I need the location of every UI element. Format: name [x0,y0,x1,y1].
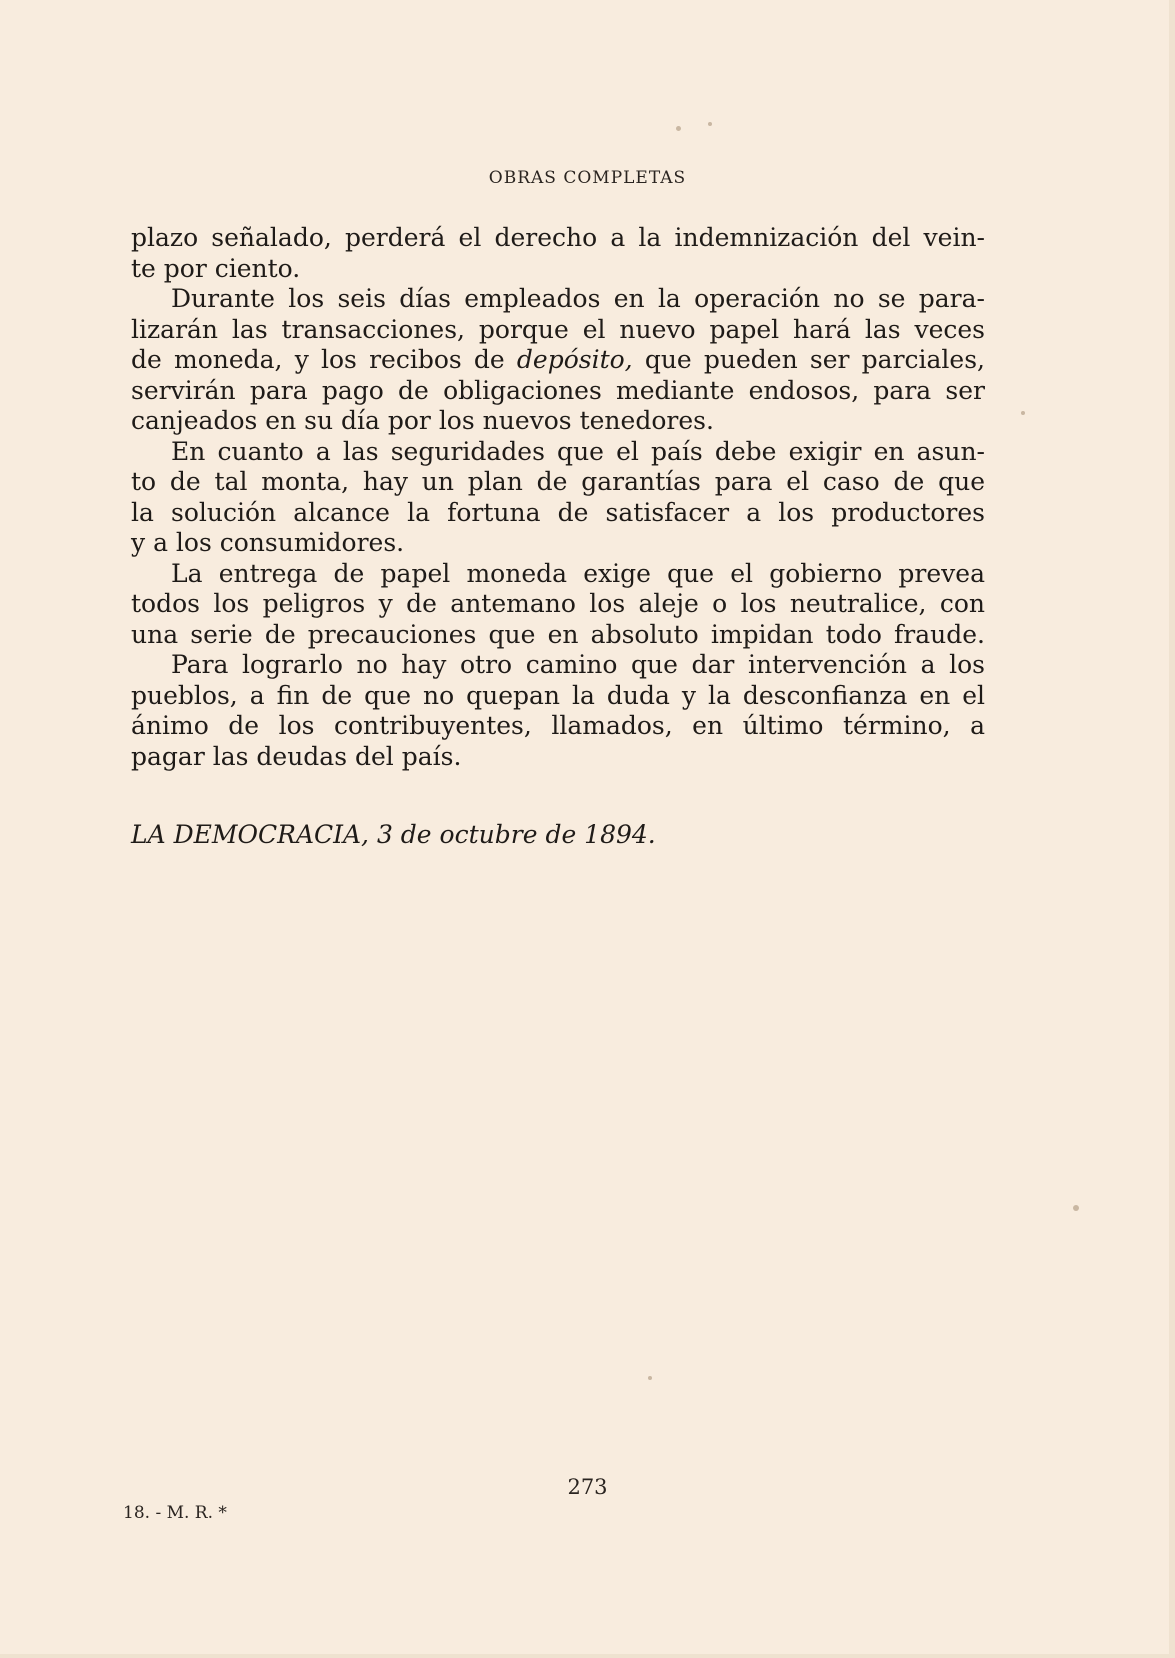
text-line: y a los consumidores. [131,528,405,557]
paper-speck [676,126,681,131]
paper-speck [1021,411,1025,415]
text-line: En cuanto a las seguridades que el país debe exigir en asun- [171,436,985,466]
text-segment: de moneda, y los recibos de [131,345,517,374]
text-line: lizarán las transacciones, porque el nuevo papel hará las veces [131,314,985,344]
dateline: LA DEMOCRACIA, 3 de octubre de 1894. [131,820,656,849]
text-line [131,345,985,376]
paper-speck [648,1376,652,1380]
paper-speck [1073,1205,1079,1211]
text-line: canjeados en su día por los nuevos tenedores. [131,406,714,435]
text-segment: que pueden ser parciales, [632,345,985,374]
running-header: OBRAS COMPLETAS [488,168,687,188]
text-line: Durante los seis días empleados en la operación no se para- [171,284,985,313]
text-line: te por ciento. [131,253,301,283]
text-line: pueblos, a fin de que no quepan la duda y la desconfianza en el [131,680,985,710]
text-line: to de tal monta, hay un plan de garantías para el caso de que [131,467,985,496]
printer-signature: 18. - M. R. * [123,1503,227,1523]
text-line: plazo señalado, perderá el derecho a la indemnización del vein- [131,223,985,252]
text-line: Para lograrlo no hay otro camino que dar intervención a los [171,650,985,679]
body-text [131,223,985,772]
text-line: todos los peligros y de antemano los aleje o los neutralice, con [131,589,985,618]
page-number: 273 [567,1475,608,1499]
text-line: ánimo de los contribuyentes, llamados, en último término, a [131,711,985,740]
italic-term: depósito, [516,345,633,374]
text-line: La entrega de papel moneda exige que el gobierno prevea [171,558,985,588]
text-line: servirán para pago de obligaciones mediante endosos, para ser [131,375,985,405]
text-line: una serie de precauciones que en absoluto impidan todo fraude. [131,619,985,649]
text-line: pagar las deudas del país. [131,741,462,771]
text-line: la solución alcance la fortuna de satisfacer a los productores [131,497,985,527]
paper-speck [708,122,712,126]
